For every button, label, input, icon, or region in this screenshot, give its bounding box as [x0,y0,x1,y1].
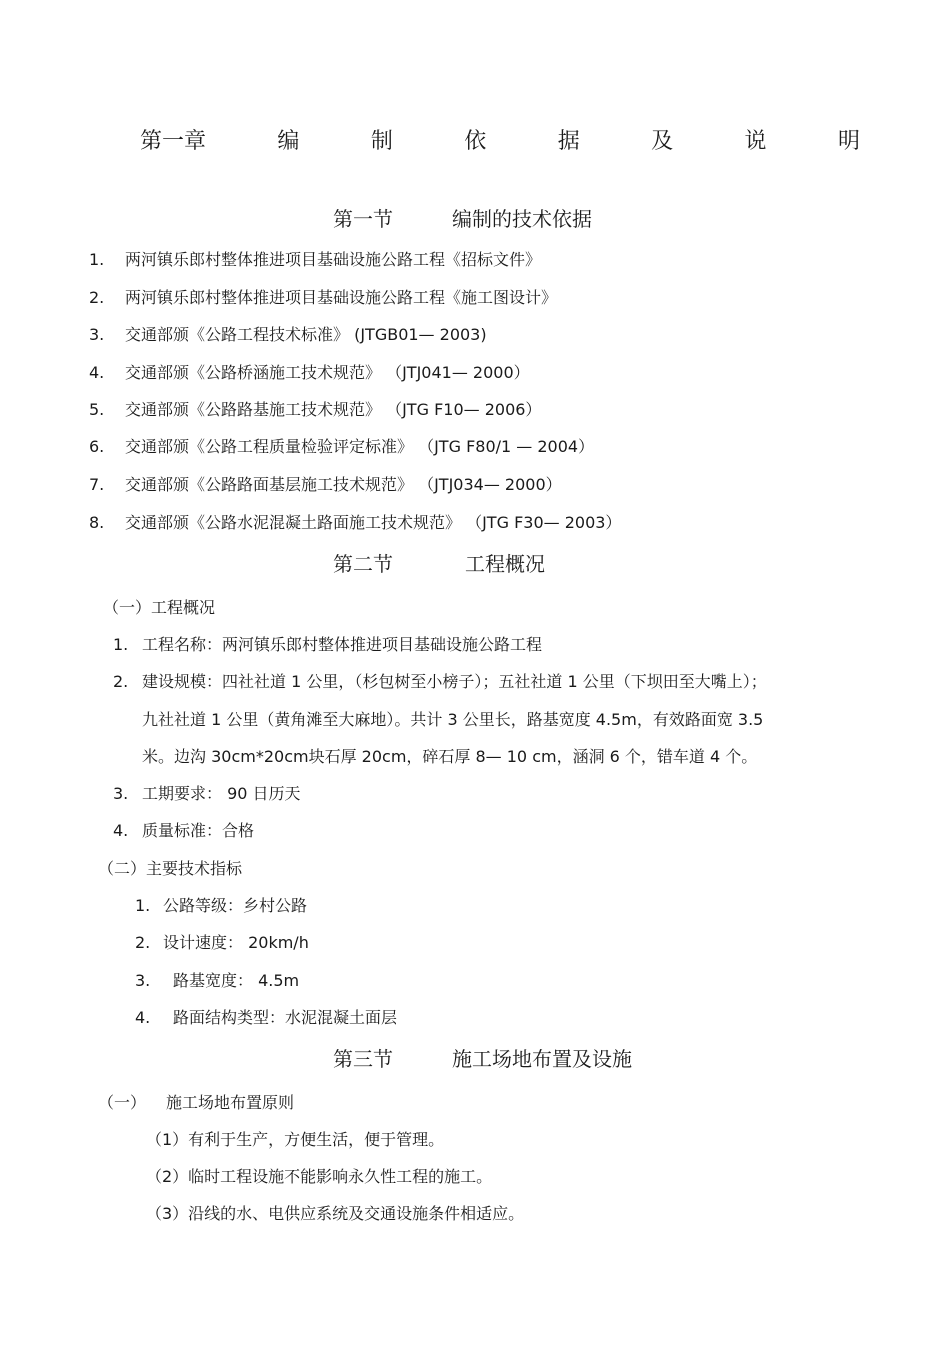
chapter-title-part: 第一章 [140,129,207,154]
item-number: 3. [89,325,105,344]
item-number: 3. [113,784,129,803]
item-number: 1. [89,250,105,269]
item-number: 4. [89,363,105,382]
chapter-title-part: 制 [370,129,393,154]
list-item [89,360,530,383]
list-item [135,893,307,916]
list-item [113,669,767,692]
item-number: 6. [89,437,105,456]
section-name: 工程概况 [465,552,545,576]
chapter-title-part: 及 [651,129,674,154]
item-number: 8. [89,513,105,532]
subsection-heading: （二）主要技术指标 [98,859,243,878]
item-text: 交通部颁《公路路面基层施工技术规范》 （JTJ034— 2000） [125,475,562,494]
item-text: 交通部颁《公路桥涵施工技术规范》 （JTJ041— 2000） [125,363,530,382]
list-item [113,818,254,841]
item-number: 1. [135,896,151,915]
list-item: （3）沿线的水、电供应系统及交通设施条件相适应。 [146,1204,525,1223]
item-text: 公路等级：乡村公路 [163,896,308,915]
item-text: 质量标准：合格 [142,821,255,840]
list-item: （2）临时工程设施不能影响永久性工程的施工。 [146,1167,493,1186]
chapter-title-part: 据 [557,129,580,154]
section-number: 第三节 [333,1047,393,1071]
item-text: 工程名称：两河镇乐郎村整体推进项目基础设施公路工程 [142,635,543,654]
list-item [113,781,301,804]
list-item [89,397,541,420]
section-number: 第一节 [333,207,393,231]
list-item [89,247,541,270]
item-text: 交通部颁《公路工程质量检验评定标准》 （JTG F80/1 — 2004） [125,437,595,456]
list-item [135,968,299,991]
list-item-continuation [113,744,757,767]
list-item [89,434,594,457]
item-number: 2. [135,933,151,952]
item-text: 建设规模：四社社道 1 公里，（杉包树至小榜子）；五社社道 1 公里（下坝田至大嘴上）； [142,672,767,691]
item-text: 设计速度： 20km/h [163,933,309,952]
list-item-continuation [113,707,763,730]
list-item: （1）有利于生产，方便生活，便于管理。 [146,1130,445,1149]
list-item [89,472,562,495]
item-number: 2. [89,288,105,307]
chapter-title-part: 依 [464,129,487,154]
subsection-heading [98,1090,294,1113]
item-text: 路基宽度： 4.5m [173,971,300,990]
chapter-title [140,124,860,155]
section-name: 编制的技术依据 [452,207,592,231]
item-text: 交通部颁《公路工程技术标准》 (JTGB01— 2003) [125,325,487,344]
section-number: 第二节 [333,552,393,576]
subsection-number: （一） [98,1093,147,1112]
item-number: 4. [135,1008,151,1027]
chapter-title-part: 编 [277,129,300,154]
item-number: 4. [113,821,129,840]
chapter-title-part: 说 [744,129,767,154]
section-name: 施工场地布置及设施 [452,1047,632,1071]
subsection-text: 施工场地布置原则 [166,1093,295,1112]
item-text: 米。边沟 30cm*20cm块石厚 20cm，碎石厚 8— 10 cm，涵洞 6 个，错车道 4 个。 [142,747,758,766]
item-number: 5. [89,400,105,419]
item-number: 3. [135,971,151,990]
list-item [89,510,621,533]
item-text: 交通部颁《公路路基施工技术规范》 （JTG F10— 2006） [125,400,542,419]
item-text: 工期要求： 90 日历天 [142,784,301,803]
item-text: 交通部颁《公路水泥混凝土路面施工技术规范》 （JTG F30— 2003） [125,513,622,532]
item-number: 2. [113,672,129,691]
subsection-heading: （一）工程概况 [103,598,216,617]
item-number: 1. [113,635,129,654]
item-number: 7. [89,475,105,494]
list-item [89,285,557,308]
list-item [135,1005,397,1028]
list-item [89,322,487,345]
list-item [113,632,542,655]
list-item [135,930,309,953]
item-text: 两河镇乐郎村整体推进项目基础设施公路工程《施工图设计》 [125,288,558,307]
chapter-title-part: 明 [837,129,860,154]
item-text: 路面结构类型：水泥混凝土面层 [173,1008,398,1027]
item-text: 两河镇乐郎村整体推进项目基础设施公路工程《招标文件》 [125,250,542,269]
item-text: 九社社道 1 公里（黄角滩至大麻地）。共计 3 公里长，路基宽度 4.5m，有效路面宽 3.5 [142,710,764,729]
